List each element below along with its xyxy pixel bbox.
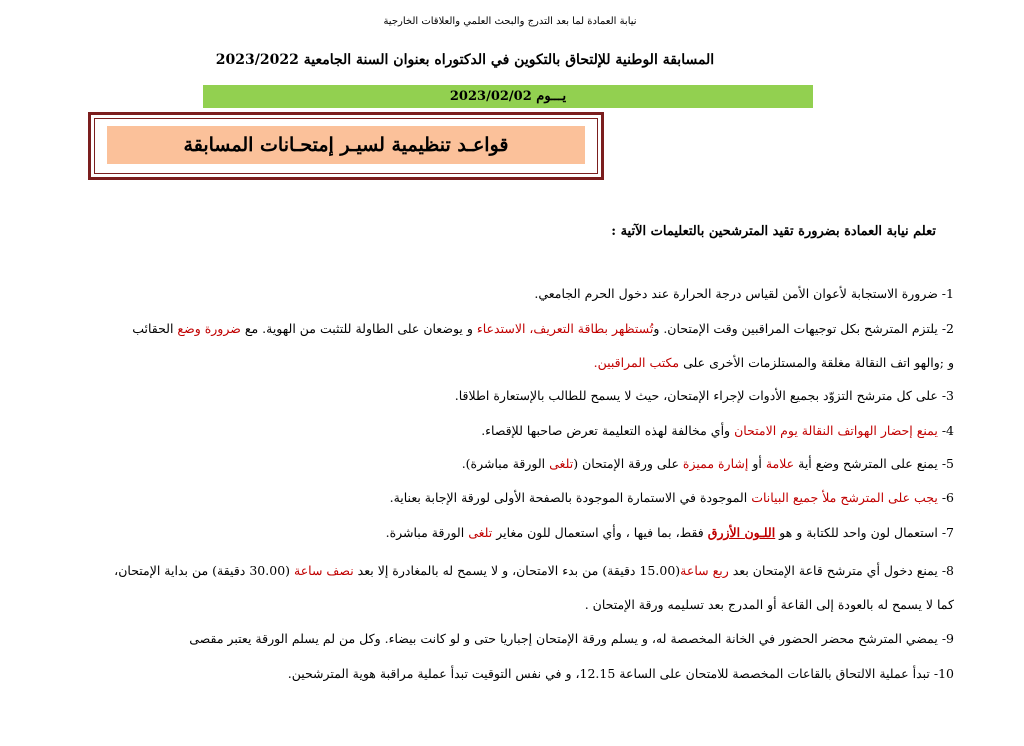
rule-10: 10- تبدأ عملية الالتحاق بالقاعات المخصصة للامتحان على الساعة 12.15، و في نفس التوقيت تبدأ عملية مراقبة هوية المترشحين. <box>287 666 954 681</box>
rule-9: 9- يمضي المترشح محضر الحضور في الخانة المخصصة له، و يسلم ورقة الإمتحان إجباريا حتى و لو كانت بيضاء. وكل من لم يسلم الورقة يعتبر مقصى <box>189 631 954 646</box>
rule-5-cancelled: تلغى <box>549 456 574 471</box>
rule-2-text: الحقائب <box>132 321 178 336</box>
rule-2-supervisors-desk: مكتب المراقبين. <box>593 355 680 370</box>
rule-2-line-1 <box>132 321 954 336</box>
rule-5-text: على ورقة الإمتحان ( <box>573 456 683 471</box>
rule-4-text: وأي مخالفة لهذه التعليمة تعرض صاحبها للإقصاء. <box>481 423 735 438</box>
rule-3: 3- على كل مترشح التزوّد بجميع الأدوات لإجراء الإمتحان، حيث لا يسمح للطالب بالإستعارة اطلاقا. <box>454 388 954 403</box>
rule-2-text: و يوضعان على الطاولة للتثبت من الهوية. مع <box>240 321 477 336</box>
rule-2-emphasis: ضرورة وضع <box>177 321 241 336</box>
rules-title: قواعـد تنظيمية لسيـر إمتحـانات المسابقة <box>107 126 585 164</box>
rule-5-text: 5- يمنع على المترشح وضع أية <box>794 456 954 471</box>
intro-statement: تعلم نيابة العمادة بضرورة تقيد المترشحين بالتعليمات الآتية : <box>611 224 936 239</box>
rule-6 <box>390 490 954 505</box>
rule-7-text: فقط، بما فيها ، وأي استعمال للون مغاير <box>492 525 708 540</box>
rule-4 <box>481 423 954 438</box>
rule-2-text: 2- يلتزم المترشح بكل توجيهات المراقبين وقت الإمتحان. و <box>653 321 954 336</box>
rule-8-quarter-hour: ربع ساعة <box>680 563 729 578</box>
rule-2-text: و ;والهو اتف النقالة مغلقة والمستلزمات الأخرى على <box>679 355 954 370</box>
rule-8-text: (15.00 دقيقة) من بدء الامتحان، و لا يسمح له بالمغادرة إلا بعد <box>353 563 681 578</box>
rule-1: 1- ضرورة الاستجابة لأعوان الأمن لقياس درجة الحرارة عند دخول الحرم الجامعي. <box>534 286 954 301</box>
rule-5-distinct-sign: إشارة مميزة <box>682 456 749 471</box>
rule-4-phone-ban: يمنع إحضار الهواتف النقالة يوم الامتحان <box>734 423 938 438</box>
rule-8-line-1 <box>114 563 954 578</box>
exam-date-bar: يـــوم 2023/02/02 <box>203 85 813 108</box>
rule-5-text: الورقة مباشرة). <box>461 456 550 471</box>
rule-8-half-hour: نصف ساعة <box>294 563 354 578</box>
rule-7 <box>386 525 954 540</box>
rule-8-text: 8- يمنع دخول أي مترشح قاعة الإمتحان بعد <box>728 563 954 578</box>
rule-2-documents: تُستظهر بطاقة التعريف، الاستدعاء <box>476 321 654 336</box>
rule-7-text: 7- استعمال لون واحد للكتابة و هو <box>775 525 954 540</box>
rule-5-mark: علامة <box>765 456 795 471</box>
rule-2-line-2 <box>594 355 954 370</box>
rule-5 <box>462 456 954 471</box>
rule-8-text: (30.00 دقيقة) من بداية الإمتحان، <box>114 563 295 578</box>
rule-4-text: 4- <box>937 423 954 438</box>
rule-7-blue-color: اللـون الأزرق <box>707 525 776 540</box>
competition-title: المسابقة الوطنية للإلتحاق بالتكوين في الدكتوراه بعنوان السنة الجامعية 2023/2022 <box>215 52 715 68</box>
issuing-office: نيابة العمادة لما بعد التدرج والبحث العلمي والعلاقات الخارجية <box>383 16 637 27</box>
rule-7-cancelled: تلغى <box>468 525 493 540</box>
rule-6-text: الموجودة في الاستمارة الموجودة بالصفحة الأولى لورقة الإجابة بعناية. <box>389 490 752 505</box>
rules-title-frame <box>88 112 604 180</box>
rule-8-line-2: كما لا يسمح له بالعودة إلى القاعة أو المدرج بعد تسليمه ورقة الإمتحان . <box>584 597 954 612</box>
rule-6-fill-all-data: يجب على المترشح ملأ جميع البيانات <box>751 490 938 505</box>
rule-6-text: 6- <box>937 490 954 505</box>
rule-5-text: أو <box>748 456 766 471</box>
rule-7-text: الورقة مباشرة. <box>385 525 469 540</box>
